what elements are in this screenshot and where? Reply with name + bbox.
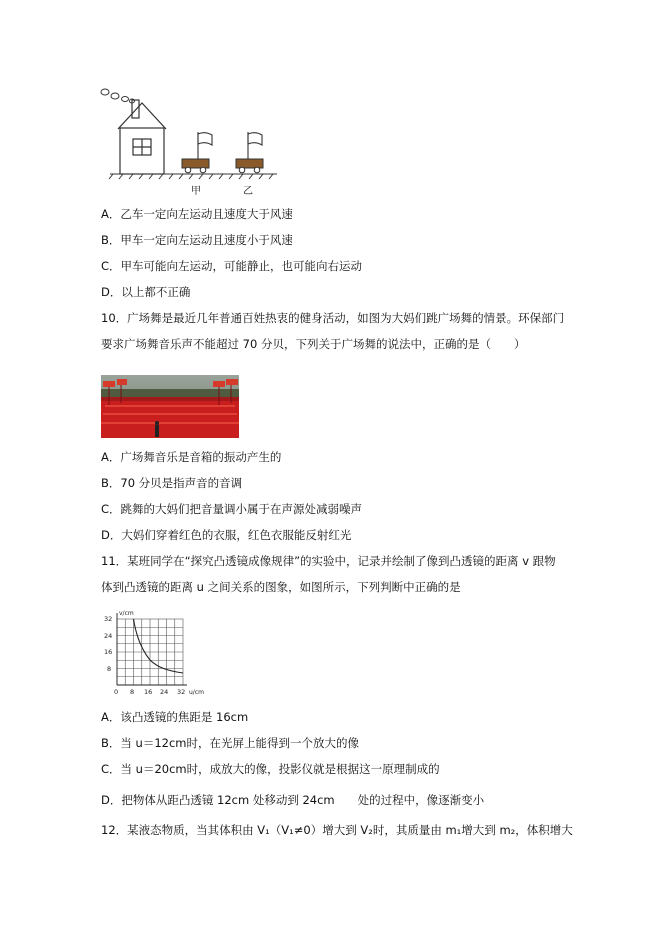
cart-jia [182,132,212,173]
x-tick-32: 32 [177,688,186,696]
q11-option-c: C．当 u＝20cm时，成放大的像，投影仪就是根据这一原理制成的 [101,762,440,776]
wind-carts-figure [95,84,280,196]
y-tick-24: 24 [104,632,113,640]
x-axis-label: u/cm [189,689,204,696]
ground [109,174,277,179]
square-dance-photo [101,375,239,438]
q9-option-c: C．甲车可能向左运动，可能静止，也可能向右运动 [101,259,363,273]
q12-stem-line1: 12．某液态物质，当其体积由 V₁（V₁≠0）增大到 V₂时，其质量由 m₁增大到 m₂，体积增大 [101,823,573,837]
q10-option-d: D．大妈们穿着红色的衣服，红色衣服能反射红光 [101,528,352,542]
q11-stem-line2: 体到凸透镜的距离 u 之间关系的图象，如图所示，下列判断中正确的是 [101,580,461,594]
q11-option-a: A．该凸透镜的焦距是 16cm [101,710,249,724]
y-axis-label: v/cm [119,610,134,617]
q9-option-b: B．甲车一定向左运动且速度小于风速 [101,233,293,247]
x-tick-24: 24 [160,688,169,696]
q10-stem-line1: 10．广场舞是最近几年普通百姓热衷的健身活动，如图为大妈们跳广场舞的情景。环保部门 [101,311,565,325]
q10-option-c: C．跳舞的大妈们把音量调小属于在声源处减弱噪声 [101,502,363,516]
lens-distance-graph [101,605,211,697]
x-tick-0: 0 [114,688,119,696]
q11-stem-line1: 11．某班同学在“探究凸透镜成像规律”的实验中，记录并绘制了像到凸透镜的距离 v 跟物 [101,554,556,568]
graph-axes [117,613,187,685]
q11-option-b: B．当 u＝12cm时，在光屏上能得到一个放大的像 [101,736,359,750]
q10-option-b: B．70 分贝是指声音的音调 [101,476,243,490]
cart-yi [236,132,263,173]
cart-yi-label: 乙 [243,186,253,197]
x-tick-8: 8 [130,688,135,696]
q10-option-a: A．广场舞音乐是音箱的振动产生的 [101,450,282,464]
q11-option-d: D．把物体从距凸透镜 12cm 处移动到 24cm 处的过程中，像逐渐变小 [101,793,485,807]
house [118,100,166,174]
y-tick-8: 8 [107,665,112,673]
q10-stem-line2: 要求广场舞音乐声不能超过 70 分贝，下列关于广场舞的说法中，正确的是（ ） [101,337,526,351]
graph-grid [117,619,183,685]
y-tick-16: 16 [104,648,113,656]
x-tick-16: 16 [144,688,153,696]
q9-option-a: A．乙车一定向左运动且速度大于风速 [101,207,293,221]
smoke-puffs [101,89,135,103]
q9-option-d: D．以上都不正确 [101,285,191,299]
y-tick-32: 32 [104,615,113,623]
cart-jia-label: 甲 [191,186,201,197]
